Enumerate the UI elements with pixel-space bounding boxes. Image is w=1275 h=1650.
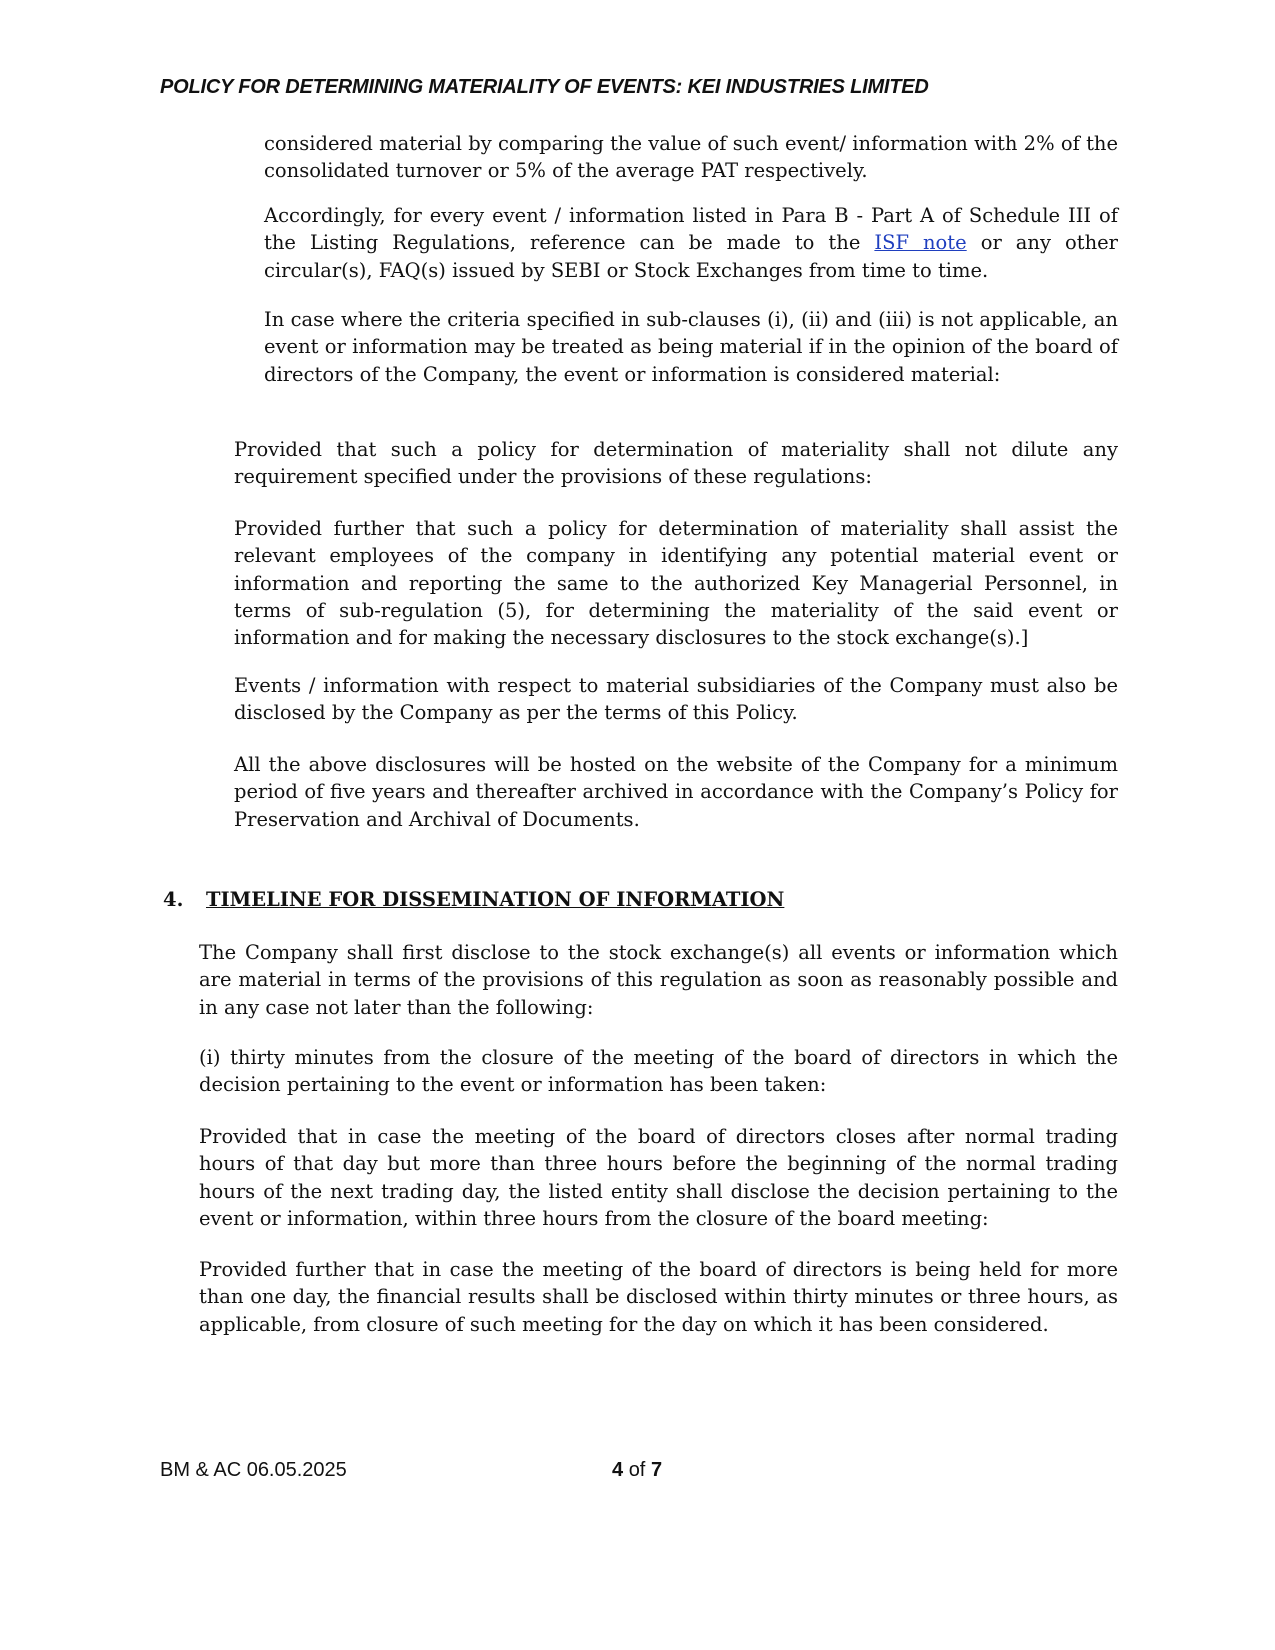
paragraph-isf-reference <box>264 202 1118 284</box>
paragraph-material-subsidiaries: Events / information with respect to material subsidiaries of the Company must also be disclosed by the Company as per the terms of this Policy. <box>234 674 1118 725</box>
footer-reference: BM & AC 06.05.2025 <box>160 1459 347 1481</box>
paragraph-thirty-minutes: (i) thirty minutes from the closure of the meeting of the board of directors in which the decision pertaining to the event or information has been taken: <box>199 1046 1118 1097</box>
paragraph-board-opinion: In case where the criteria specified in sub-clauses (i), (ii) and (iii) is not applicable, an event or information may be treated as being material if in the opinion of the board of directors of the Company, the event or information is considered material: <box>264 308 1118 386</box>
page-current: 4 <box>612 1459 624 1481</box>
page-header-title: POLICY FOR DETERMINING MATERIALITY OF EVENTS: KEI INDUSTRIES LIMITED <box>160 76 929 98</box>
paragraph-proviso-assist: Provided further that such a policy for determination of materiality shall assist the relevant employees of the company in identifying any potential material event or information and reporting the same to the authorized Key Managerial Personnel, in terms of sub-regulation (5), for determining the materiality of the said event or information and for making the necessary disclosures to the stock exchange(s).] <box>234 517 1118 650</box>
paragraph-proviso-multi-day: Provided further that in case the meeting of the board of directors is being held for more than one day, the financial results shall be disclosed within thirty minutes or three hours, as applicable, from closure of such meeting for the day on which it has been considered. <box>199 1258 1118 1336</box>
isf-note-link[interactable]: ISF note <box>874 231 967 255</box>
page-total: 7 <box>650 1459 663 1481</box>
paragraph-materiality-threshold: considered material by comparing the value of such event/ information with 2% of the consolidated turnover or 5% of the average PAT respectively. <box>264 132 1118 183</box>
paragraph-isf-text-after: or any other circular(s), FAQ(s) issued by SEBI or Stock Exchanges from time to time. <box>264 231 1119 282</box>
section-4-title: TIMELINE FOR DISSEMINATION OF INFORMATION <box>206 888 785 911</box>
paragraph-isf-text-before: Accordingly, for every event / information listed in Para B - Part A of Schedule III of the Listing Regulations, reference can be made to the <box>264 204 1118 255</box>
section-4-number: 4. <box>163 888 184 911</box>
section-4-heading <box>163 886 784 913</box>
paragraph-proviso-dilute: Provided that such a policy for determination of materiality shall not dilute any requirement specified under the provisions of these regulations: <box>234 438 1118 489</box>
paragraph-disclosure-timeline: The Company shall first disclose to the stock exchange(s) all events or information which are material in terms of the provisions of this regulation as soon as reasonably possible and in any case not later than the following: <box>199 941 1118 1019</box>
page-number <box>612 1459 662 1482</box>
paragraph-proviso-trading-hours: Provided that in case the meeting of the board of directors closes after normal trading hours of that day but more than three hours before the beginning of the normal trading hours of the next trading day, the listed entity shall disclose the decision pertaining to the event or information, within three hours from the closure of the board meeting: <box>199 1125 1118 1230</box>
paragraph-website-hosting: All the above disclosures will be hosted on the website of the Company for a minimum period of five years and thereafter archived in accordance with the Company’s Policy for Preservation and Archival of Documents. <box>234 753 1118 831</box>
page-of-label: of <box>628 1459 646 1481</box>
